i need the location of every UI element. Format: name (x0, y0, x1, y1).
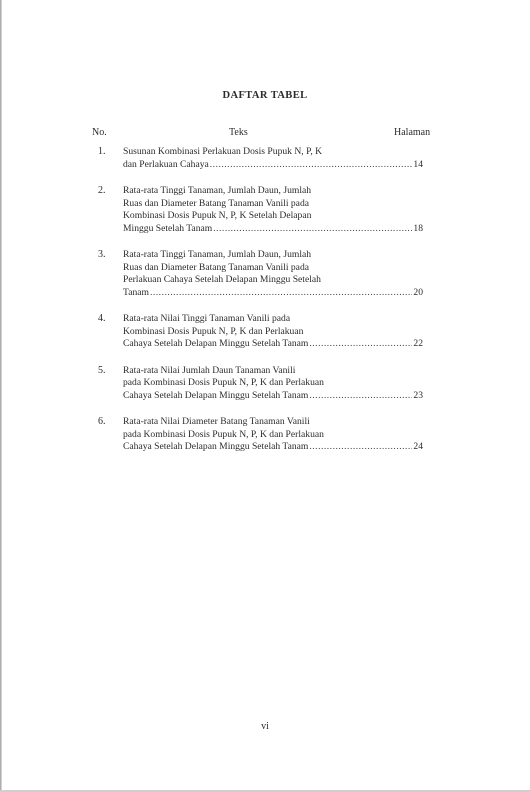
entry-caption (123, 185, 423, 235)
caption-line: Perlakuan Cahaya Setelah Delapan Minggu Setelah (123, 274, 321, 285)
caption-line: Kombinasi Dosis Pupuk N, P, K dan Perlakuan (123, 325, 304, 337)
entry-caption (123, 249, 423, 299)
caption-line: Cahaya Setelah Delapan Minggu Setelah Tanam (123, 441, 309, 452)
list-item (0, 365, 530, 403)
entry-caption (123, 146, 423, 171)
dot-leader (309, 338, 412, 351)
entry-page-number: 18 (413, 222, 423, 234)
caption-line: Rata-rata Tinggi Tanaman, Jumlah Daun, Jumlah (123, 185, 312, 196)
dot-leader (309, 441, 412, 454)
caption-line: Ruas dan Diameter Batang Tanaman Vanili pada (123, 197, 309, 209)
header-teks: Teks (229, 127, 248, 138)
dot-leader (309, 390, 412, 403)
caption-line: Kombinasi Dosis Pupuk N, P, K Setelah Delapan (123, 210, 312, 221)
caption-line: pada Kombinasi Dosis Pupuk N, P, K dan Perlakuan (123, 377, 324, 388)
page-number: vi (261, 721, 269, 732)
caption-line: dan Perlakuan Cahaya (123, 158, 209, 170)
caption-line: Cahaya Setelah Delapan Minggu Setelah Tanam (123, 389, 309, 401)
dot-leader (213, 223, 412, 236)
entry-page-number: 23 (413, 389, 423, 401)
caption-last-line (123, 441, 423, 454)
entry-number: 2. (98, 185, 106, 196)
list-item (0, 416, 530, 454)
header-no: No. (92, 127, 107, 138)
caption-line: Minggu Setelah Tanam (123, 222, 213, 234)
caption-line: Rata-rata Nilai Diameter Batang Tanaman Vanili (123, 416, 310, 427)
table-list (0, 146, 530, 468)
entry-caption (123, 365, 423, 403)
entry-page-number: 14 (413, 158, 423, 170)
entry-page-number: 20 (413, 286, 423, 298)
entry-number: 6. (98, 416, 106, 427)
entry-caption (123, 416, 423, 454)
caption-line: Rata-rata Nilai Jumlah Daun Tanaman Vanili (123, 364, 296, 376)
dot-leader (150, 287, 412, 300)
caption-last-line (123, 159, 423, 172)
header-halaman: Halaman (394, 127, 431, 138)
entry-caption (123, 313, 423, 351)
caption-line: Cahaya Setelah Delapan Minggu Setelah Tanam (123, 338, 309, 349)
entry-page-number: 24 (413, 441, 423, 452)
entry-page-number: 22 (413, 338, 423, 349)
caption-last-line (123, 223, 423, 236)
dot-leader (210, 159, 413, 172)
caption-last-line (123, 390, 423, 403)
entry-number: 4. (98, 313, 106, 324)
list-item (0, 313, 530, 351)
caption-line: Susunan Kombinasi Perlakuan Dosis Pupuk N, P, K (123, 146, 323, 157)
list-item (0, 146, 530, 171)
list-item (0, 185, 530, 235)
caption-line: Tanam (123, 286, 149, 298)
caption-line: Ruas dan Diameter Batang Tanaman Vanili pada (123, 261, 309, 273)
entry-number: 1. (98, 146, 106, 157)
list-item (0, 249, 530, 299)
caption-last-line (123, 287, 423, 300)
caption-line: pada Kombinasi Dosis Pupuk N, P, K dan Perlakuan (123, 428, 324, 440)
entry-number: 5. (98, 364, 106, 376)
page-title: DAFTAR TABEL (222, 90, 308, 101)
caption-line: Rata-rata Nilai Tinggi Tanaman Vanili pada (123, 313, 291, 324)
entry-number: 3. (98, 249, 106, 260)
caption-last-line (123, 338, 423, 351)
caption-line: Rata-rata Tinggi Tanaman, Jumlah Daun, Jumlah (123, 249, 312, 260)
